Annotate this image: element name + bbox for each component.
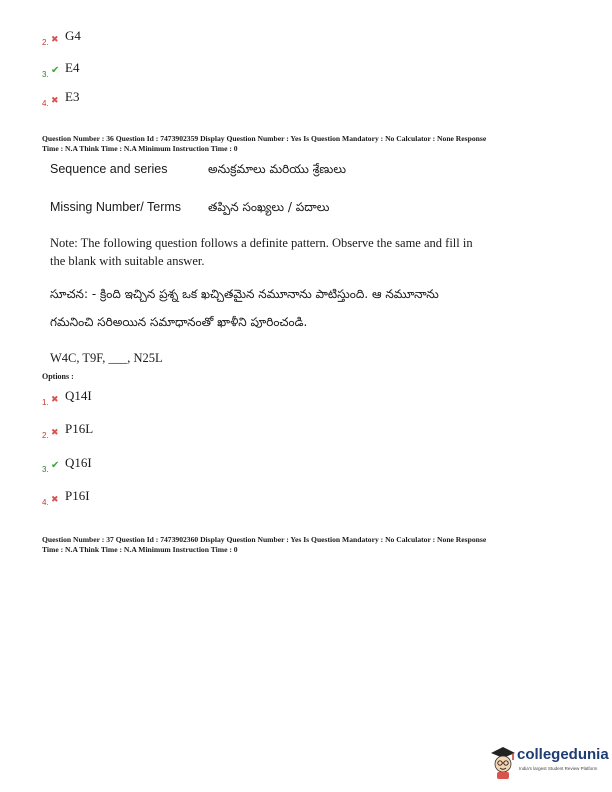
topic-telugu: అనుక్రమాలు మరియు శ్రేణులు	[208, 162, 346, 176]
option-number: 3.	[42, 465, 49, 474]
option-text: G4	[65, 28, 81, 43]
subtopic-english: Missing Number/ Terms	[50, 200, 182, 214]
subtopic-telugu: తప్పిన సంఖ్యలు / పదాలు	[208, 200, 330, 214]
wrong-cross-icon: ✖	[51, 35, 59, 45]
wrong-cross-icon: ✖	[51, 428, 59, 438]
question-meta-line2: Time : N.A Think Time : N.A Minimum Instruction Time : 0	[42, 143, 238, 153]
options-label: Options :	[42, 372, 74, 381]
question-meta	[42, 134, 582, 153]
option-number: 2.	[42, 38, 49, 47]
question-sequence: W4C, T9F, ___, N25L	[50, 351, 163, 365]
note-telugu-line-2: గమనించి సరిఅయిన సమాధానంతో ఖాళీని పూరించండి.	[50, 315, 308, 329]
note-line-2: the blank with suitable answer.	[50, 254, 205, 268]
correct-check-icon: ✔	[51, 460, 60, 471]
question-meta-line2: Time : N.A Think Time : N.A Minimum Instruction Time : 0	[42, 544, 238, 554]
option-number: 2.	[42, 431, 49, 440]
option-text: P16L	[65, 421, 94, 436]
question-meta-37	[42, 535, 582, 554]
option-number: 1.	[42, 398, 49, 407]
logo-name: collegedunia	[517, 746, 609, 763]
wrong-cross-icon: ✖	[51, 96, 59, 106]
correct-check-icon: ✔	[51, 65, 60, 76]
wrong-cross-icon: ✖	[51, 495, 59, 505]
option-text: P16I	[65, 488, 90, 503]
option-number: 4.	[42, 99, 49, 108]
option-text: E4	[65, 60, 80, 75]
student-mascot-icon	[489, 744, 517, 780]
note-telugu-line-1: సూచన: - క్రింది ఇచ్చిన ప్రశ్న ఒక ఖచ్చితమైన నమూనాను పాటిస్తుంది. ఆ నమూనాను	[50, 287, 439, 301]
note-line-1: Note: The following question follows a definite pattern. Observe the same and fill in	[50, 236, 473, 250]
question-meta-line1: Question Number : 37 Question Id : 7473902360 Display Question Number : Yes Is Question Mandatory : No Calculator : None Response	[42, 535, 487, 544]
logo-tagline: India's largest Student Review Platform	[519, 766, 598, 771]
question-meta-line1: Question Number : 36 Question Id : 7473902359 Display Question Number : Yes Is Question Mandatory : No Calculator : None Response	[42, 134, 487, 143]
option-text: Q16I	[65, 455, 92, 470]
option-text: E3	[65, 89, 80, 104]
wrong-cross-icon: ✖	[51, 395, 59, 405]
topic-english: Sequence and series	[50, 162, 168, 176]
option-text: Q14I	[65, 388, 92, 403]
option-number: 4.	[42, 498, 49, 507]
option-number: 3.	[42, 70, 49, 79]
collegedunia-logo[interactable]	[487, 744, 612, 784]
